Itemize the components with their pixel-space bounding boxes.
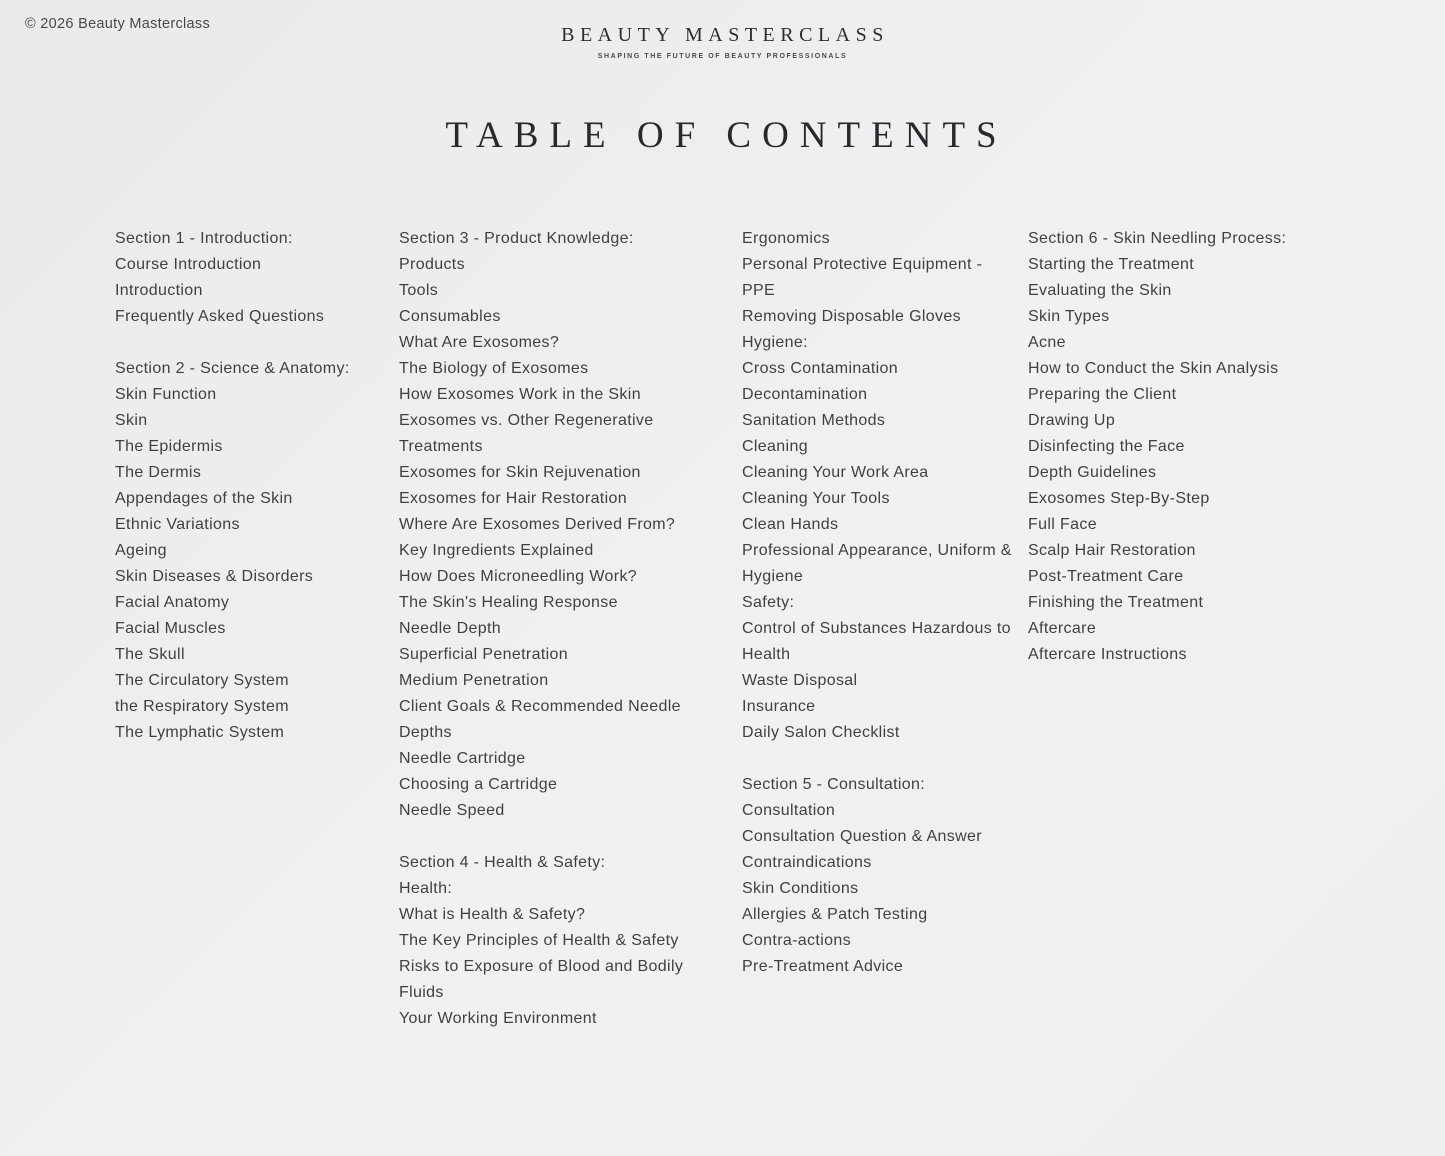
toc-entry: Course Introduction bbox=[115, 256, 262, 273]
brand-name: BEAUTY MASTERCLASS bbox=[561, 24, 889, 46]
toc-entry: The Key Principles of Health & Safety bbox=[399, 932, 679, 949]
toc-entry: Drawing Up bbox=[1028, 412, 1116, 429]
toc-entry: Cleaning bbox=[742, 438, 808, 455]
toc-entry: Professional Appearance, Uniform & Hygiene bbox=[742, 542, 1012, 585]
toc-entry: Full Face bbox=[1028, 516, 1097, 533]
toc-entry: Consultation Question & Answer bbox=[742, 828, 982, 845]
toc-section-heading: Section 5 - Consultation: bbox=[742, 776, 926, 793]
toc-entry: Personal Protective Equipment - PPE bbox=[742, 256, 983, 299]
toc-entry: Cross Contamination bbox=[742, 360, 899, 377]
toc-entry: Ethnic Variations bbox=[115, 516, 240, 533]
toc-section-heading: Section 3 - Product Knowledge: bbox=[399, 230, 634, 247]
toc-section-heading: Section 2 - Science & Anatomy: bbox=[115, 360, 350, 377]
toc-entry: Skin Types bbox=[1028, 308, 1110, 325]
toc-entry: Appendages of the Skin bbox=[115, 490, 293, 507]
brand-tagline: SHAPING THE FUTURE OF BEAUTY PROFESSIONALS bbox=[597, 53, 848, 60]
toc-entry: Evaluating the Skin bbox=[1028, 282, 1172, 299]
toc-entry: The Biology of Exosomes bbox=[399, 360, 589, 377]
toc-entry: Skin bbox=[115, 412, 148, 429]
toc-entry: Frequently Asked Questions bbox=[115, 308, 325, 325]
toc-entry: The Skull bbox=[115, 646, 185, 663]
toc-entry: the Respiratory System bbox=[115, 698, 289, 715]
toc-entry: Decontamination bbox=[742, 386, 868, 403]
toc-entry: Cleaning Your Work Area bbox=[742, 464, 929, 481]
toc-entry: Health: bbox=[399, 880, 453, 897]
toc-entry: Finishing the Treatment bbox=[1028, 594, 1204, 611]
toc-entry: Needle Depth bbox=[399, 620, 502, 637]
toc-entry: Needle Cartridge bbox=[399, 750, 526, 767]
toc-entry: Preparing the Client bbox=[1028, 386, 1177, 403]
toc-entry: Ergonomics bbox=[742, 230, 830, 247]
copyright-notice: © 2026 Beauty Masterclass bbox=[25, 16, 211, 32]
toc-entry: How Exosomes Work in the Skin bbox=[399, 386, 641, 403]
toc-column-2 bbox=[399, 226, 709, 1032]
section-spacer bbox=[115, 330, 375, 356]
toc-column-3 bbox=[742, 226, 1017, 980]
toc-entry: Your Working Environment bbox=[399, 1010, 597, 1027]
toc-entry: Hygiene: bbox=[742, 334, 808, 351]
toc-section-heading: Section 4 - Health & Safety: bbox=[399, 854, 606, 871]
toc-entry: The Lymphatic System bbox=[115, 724, 285, 741]
toc-entry: Medium Penetration bbox=[399, 672, 549, 689]
toc-column-1 bbox=[115, 226, 375, 746]
toc-entry: Facial Muscles bbox=[115, 620, 226, 637]
toc-entry: Client Goals & Recommended Needle Depths bbox=[399, 698, 681, 741]
toc-entry: Sanitation Methods bbox=[742, 412, 886, 429]
toc-entry: Depth Guidelines bbox=[1028, 464, 1157, 481]
toc-entry: Skin Function bbox=[115, 386, 217, 403]
page-title: TABLE OF CONTENTS bbox=[445, 115, 1008, 156]
toc-entry: Control of Substances Hazardous to Health bbox=[742, 620, 1011, 663]
toc-entry: Pre-Treatment Advice bbox=[742, 958, 904, 975]
toc-entry: Removing Disposable Gloves bbox=[742, 308, 961, 325]
toc-entry: Risks to Exposure of Blood and Bodily Fluids bbox=[399, 958, 684, 1001]
toc-column-4 bbox=[1028, 226, 1328, 668]
toc-entry: Contraindications bbox=[742, 854, 872, 871]
toc-entry: Scalp Hair Restoration bbox=[1028, 542, 1196, 559]
toc-entry: Post-Treatment Care bbox=[1028, 568, 1184, 585]
toc-entry: Consultation bbox=[742, 802, 836, 819]
toc-entry: Daily Salon Checklist bbox=[742, 724, 900, 741]
toc-entry: The Epidermis bbox=[115, 438, 223, 455]
toc-entry: Exosomes vs. Other Regenerative Treatments bbox=[399, 412, 654, 455]
toc-entry: The Circulatory System bbox=[115, 672, 289, 689]
toc-entry: Introduction bbox=[115, 282, 203, 299]
brand-header bbox=[0, 24, 1445, 60]
toc-entry: Insurance bbox=[742, 698, 816, 715]
toc-section-heading: Section 1 - Introduction: bbox=[115, 230, 293, 247]
toc-entry: Starting the Treatment bbox=[1028, 256, 1195, 273]
toc-entry: Skin Diseases & Disorders bbox=[115, 568, 314, 585]
toc-entry: Tools bbox=[399, 282, 439, 299]
toc-entry: Aftercare Instructions bbox=[1028, 646, 1187, 663]
toc-entry: Consumables bbox=[399, 308, 501, 325]
toc-entry: Products bbox=[399, 256, 465, 273]
toc-entry: What Are Exosomes? bbox=[399, 334, 560, 351]
toc-entry: Cleaning Your Tools bbox=[742, 490, 890, 507]
toc-entry: Exosomes Step-By-Step bbox=[1028, 490, 1210, 507]
toc-entry: Disinfecting the Face bbox=[1028, 438, 1185, 455]
toc-entry: Aftercare bbox=[1028, 620, 1097, 637]
toc-entry: Contra-actions bbox=[742, 932, 851, 949]
toc-entry: Superficial Penetration bbox=[399, 646, 569, 663]
toc-entry: What is Health & Safety? bbox=[399, 906, 586, 923]
section-spacer bbox=[399, 824, 709, 850]
toc-entry: Allergies & Patch Testing bbox=[742, 906, 928, 923]
toc-entry: Facial Anatomy bbox=[115, 594, 230, 611]
toc-entry: Choosing a Cartridge bbox=[399, 776, 558, 793]
toc-section-heading: Section 6 - Skin Needling Process: bbox=[1028, 230, 1287, 247]
toc-entry: Skin Conditions bbox=[742, 880, 859, 897]
toc-entry: Clean Hands bbox=[742, 516, 839, 533]
toc-entry: Needle Speed bbox=[399, 802, 505, 819]
section-spacer bbox=[742, 746, 1017, 772]
toc-entry: Acne bbox=[1028, 334, 1066, 351]
toc-entry: The Skin's Healing Response bbox=[399, 594, 618, 611]
toc-entry: How Does Microneedling Work? bbox=[399, 568, 638, 585]
toc-entry: Ageing bbox=[115, 542, 167, 559]
toc-entry: Safety: bbox=[742, 594, 795, 611]
toc-entry: Exosomes for Hair Restoration bbox=[399, 490, 628, 507]
toc-entry: Key Ingredients Explained bbox=[399, 542, 594, 559]
toc-entry: Waste Disposal bbox=[742, 672, 858, 689]
toc-entry: How to Conduct the Skin Analysis bbox=[1028, 360, 1279, 377]
toc-entry: Where Are Exosomes Derived From? bbox=[399, 516, 676, 533]
toc-entry: The Dermis bbox=[115, 464, 202, 481]
toc-entry: Exosomes for Skin Rejuvenation bbox=[399, 464, 641, 481]
